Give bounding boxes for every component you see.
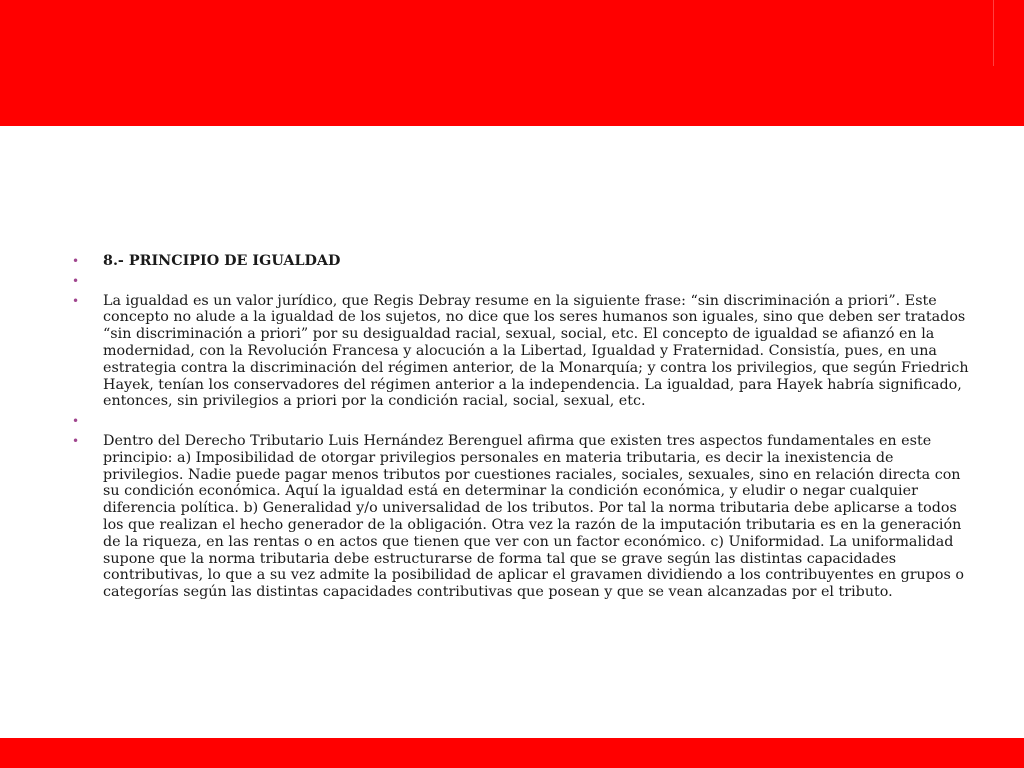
section-heading: 8.- PRINCIPIO DE IGUALDAD [103,253,341,269]
paragraph-equality: La igualdad es un valor jurídico, que Regis Debray resume en la siguiente frase: “sin discriminación a priori”. Este concepto no alude a la igualdad de los sujetos, no dice que los seres humanos son iguales, sino que deben ser tratados “sin discriminación a priori” por su desigualdad racial, sexual, social, etc. El concepto de igualdad se afianzó en la modernidad, con la Revolución Francesa y alocución a la Libertad, Igualdad y Fraternidad. Consistía, pues, en una estrategia contra la discriminación del régimen anterior, de la Monarquía; y contra los privilegios, que según Friedrich Hayek, tenían los conservadores del régimen anterior a la independencia. La igualdad, para Hayek habría significado, entonces, sin privilegios a priori por la condición racial, social, sexual, etc. [103,292,969,410]
top-band-divider [993,0,994,66]
list-item-empty [72,273,972,290]
top-red-band [0,0,1024,126]
list-item-empty [72,413,972,430]
bullet-icon: • [72,254,80,268]
list-item-paragraph [72,293,972,411]
paragraph-tax-law: Dentro del Derecho Tributario Luis Hernández Berenguel afirma que existen tres aspectos fundamentales en este principio: a) Imposibilidad de otorgar privilegios personales en materia tributaria, es decir la inexistencia de privilegios. Nadie puede pagar menos tributos por cuestiones raciales, sociales, sexuales, sino en relación directa con su condición económica. Aquí la igualdad está en determinar la condición económica, y eludir o negar cualquier diferencia política. b) Generalidad y/o universalidad de los tributos. Por tal la norma tributaria debe aplicarse a todos los que realizan el hecho generador de la obligación. Otra vez la razón de la imputación tributaria es en la generación de la riqueza, en las rentas o en actos que tienen que ver con un factor económico. c) Uniformidad. La uniformalidad supone que la norma tributaria debe estructurarse de forma tal que se grave según las distintas capacidades contributivas, lo que a su vez admite la posibilidad de aplicar el gravamen dividiendo a los contribuyentes en grupos o categorías según las distintas capacidades contributivas que posean y que se vean alcanzadas por el tributo. [103,432,965,601]
bullet-list [72,253,972,604]
bullet-icon: • [72,273,80,288]
bullet-icon: • [72,414,80,429]
list-item-heading [72,253,972,270]
bullet-icon: • [72,433,80,448]
bullet-icon: • [72,293,80,308]
list-item-paragraph [72,433,972,601]
bottom-red-band [0,738,1024,768]
